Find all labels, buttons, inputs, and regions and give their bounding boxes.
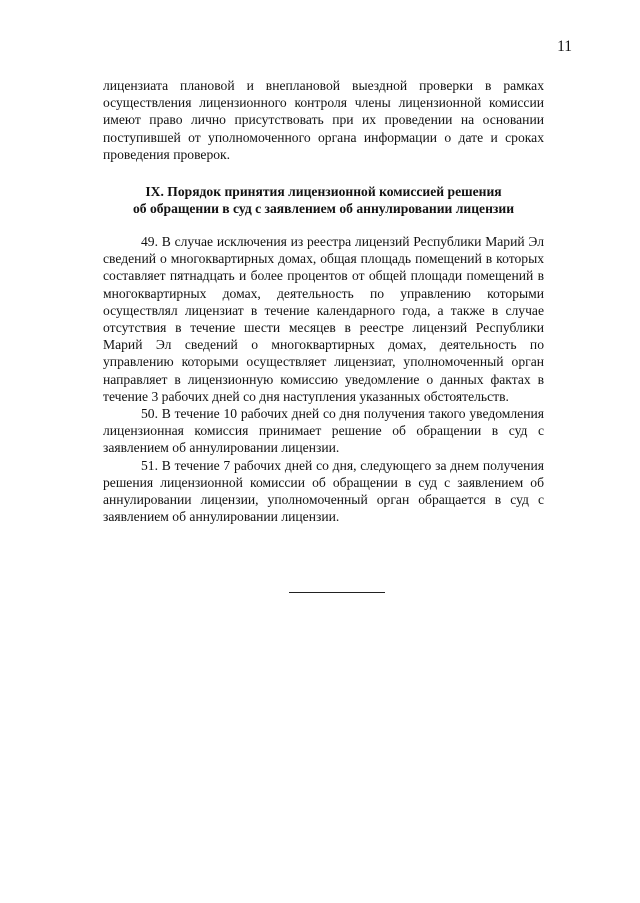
intro-paragraph: лицензиата плановой и внеплановой выездной проверки в рамках осуществления лицензионного контроля члены лицензионной комиссии имеют право лично присутствовать при их проведении на основании поступившей от уполномоченного органа информации о дате и сроках проведения проверок. xyxy=(103,78,544,162)
clause-50: 50. В течение 10 рабочих дней со дня получения такого уведомления лицензионная комиссия принимает решение об обращении в суд с заявлением об аннулировании лицензии. xyxy=(103,406,544,456)
end-separator-line xyxy=(289,592,385,593)
clauses-block xyxy=(103,233,544,525)
clause-49: 49. В случае исключения из реестра лицензий Республики Марий Эл сведений о многоквартирных домах, общая площадь помещений в которых составляет пятнадцать и более процентов от общей площади помещений в многоквартирных домах, деятельность по управлению которыми осуществлял лицензиат в течение календарного года, а также в случае отсутствия в течение шести месяцев в реестре лицензий Республики Марий Эл сведений о многоквартирных домах, деятельность по управлению которыми осуществляет лицензиат, уполномоченный орган направляет в лицензионную комиссию уведомление о данных фактах в течение 3 рабочих дней со дня наступления указанных обстоятельств. xyxy=(103,234,544,404)
section-heading-line-2: об обращении в суд с заявлением об аннулировании лицензии xyxy=(132,201,515,217)
section-heading-line-1: IX. Порядок принятия лицензионной комиссией решения xyxy=(145,184,502,199)
section-heading xyxy=(103,183,544,217)
clause-51: 51. В течение 7 рабочих дней со дня, следующего за днем получения решения лицензионной комиссии об обращении в суд с заявлением об аннулировании лицензии, уполномоченный орган обращается в суд с заявлением об аннулировании лицензии. xyxy=(103,457,544,525)
intro-paragraph-block xyxy=(103,77,544,163)
page-number: 11 xyxy=(557,38,572,55)
